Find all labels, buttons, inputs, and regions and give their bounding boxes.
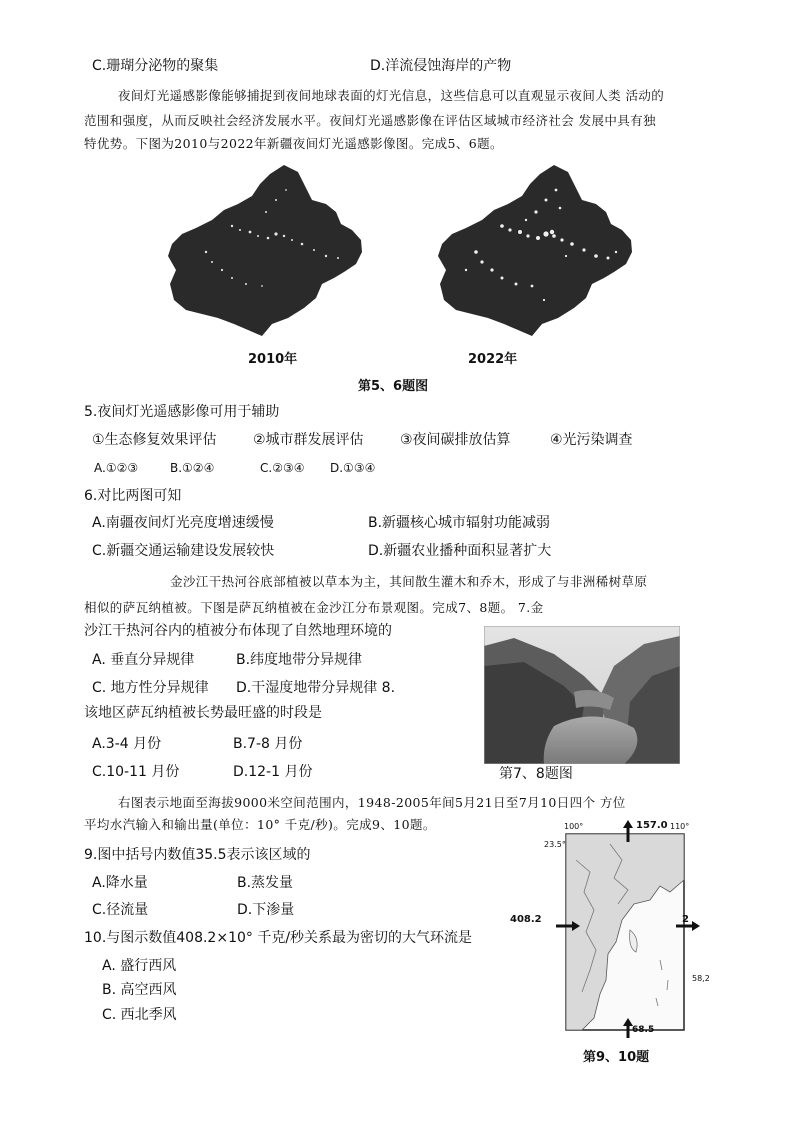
q7-option-a: A. 垂直分异规律: [92, 652, 195, 668]
q9-option-d: D.下渗量: [237, 902, 295, 918]
q10-stem: 10.与图示数值408.2×10° 千克/秒关系最为密切的大气环流是: [84, 930, 473, 946]
q7-option-b: B.纬度地带分异规律: [236, 652, 363, 668]
q10-option-c: C. 西北季风: [102, 1007, 177, 1023]
q5-item-2: ②城市群发展评估: [253, 432, 364, 448]
q5-item-1: ①生态修复效果评估: [92, 432, 217, 448]
jinsha-river-valley-photo: [484, 626, 680, 764]
q6-option-c: C.新疆交通运输建设发展较快: [92, 543, 275, 559]
south-flux-value: 68.5: [632, 1025, 655, 1035]
q5-option-c: C.②③④: [260, 461, 305, 475]
inside-value-label: 58,2: [692, 974, 710, 983]
q6-option-a: A.南疆夜间灯光亮度增速缓慢: [92, 515, 274, 531]
intro-5-6-line2: 范围和强度，从而反映社会经济发展水平。夜间灯光遥感影像在评估区域城市经济社会 发展中具有独: [84, 113, 656, 128]
intro-7-8-line3: 沙江干热河谷内的植被分布体现了自然地理环境的: [84, 623, 392, 639]
q5-item-4: ④光污染调查: [550, 432, 633, 448]
water-vapor-flux-map: [510, 820, 710, 1040]
intro-7-8-line2: 相似的萨瓦纳植被。下图是萨瓦纳植被在金沙江分布景观图。完成7、8题。 7.金: [84, 600, 544, 615]
intro-9-10-line2: 平均水汽输入和输出量(单位：10° 千克/秒)。完成9、10题。: [84, 817, 436, 832]
q9-option-b: B.蒸发量: [237, 875, 294, 891]
intro-9-10-line1: 右图表示地面至海拔9000米空间范围内，1948-2005年间5月21日至7月10日四个 方位: [118, 795, 626, 810]
q8-option-a: A.3-4 月份: [92, 736, 162, 752]
q7-option-d: D.干湿度地带分异规律 8.: [236, 680, 396, 696]
q10-option-b: B. 高空西风: [102, 982, 177, 998]
q6-stem: 6.对比两图可知: [84, 488, 182, 504]
q9-option-c: C.径流量: [92, 902, 149, 918]
xinjiang-night-light-map-2022: [436, 160, 636, 340]
west-flux-value: 408.2: [510, 914, 542, 925]
q4-option-d: D.洋流侵蚀海岸的产物: [370, 58, 512, 74]
q4-option-c: C.珊瑚分泌物的聚集: [92, 58, 219, 74]
lon-label-right: 110°: [670, 822, 690, 831]
north-flux-value: 157.0: [636, 820, 668, 831]
q6-option-b: B.新疆核心城市辐射功能减弱: [368, 515, 551, 531]
east-flux-value: 2: [682, 914, 689, 925]
figure-caption-9-10: 第9、10题: [583, 1050, 650, 1065]
q8-option-b: B.7-8 月份: [233, 736, 303, 752]
q5-stem: 5.夜间灯光遥感影像可用于辅助: [84, 404, 280, 420]
q9-stem: 9.图中括号内数值35.5表示该区域的: [84, 847, 311, 863]
q7-option-c: C. 地方性分异规律: [92, 680, 209, 696]
xinjiang-night-light-map-2010: [166, 160, 366, 340]
lat-label: 23.5°: [544, 840, 566, 849]
q8-option-c: C.10-11 月份: [92, 764, 180, 780]
q5-option-b: B.①②④: [170, 461, 215, 475]
q5-option-d: D.①③④: [330, 461, 376, 475]
q8-stem: 该地区萨瓦纳植被长势最旺盛的时段是: [84, 705, 322, 721]
q8-option-d: D.12-1 月份: [233, 764, 313, 780]
map-label-2022: 2022年: [468, 352, 518, 367]
q9-option-a: A.降水量: [92, 875, 148, 891]
lon-label-left: 100°: [564, 822, 584, 831]
q5-option-a: A.①②③: [94, 461, 139, 475]
q6-option-d: D.新疆农业播种面积显著扩大: [368, 543, 552, 559]
intro-5-6-line1: 夜间灯光遥感影像能够捕捉到夜间地球表面的灯光信息，这些信息可以直观显示夜间人类 活动的: [118, 88, 665, 103]
figure-caption-7-8: 第7、8题图: [499, 766, 573, 782]
q5-item-3: ③夜间碳排放估算: [400, 432, 511, 448]
intro-7-8-line1: 金沙江干热河谷底部植被以草本为主，其间散生灌木和乔木，形成了与非洲稀树草原: [170, 574, 648, 589]
map-label-2010: 2010年: [248, 352, 298, 367]
intro-5-6-line3: 特优势。下图为2010与2022年新疆夜间灯光遥感影像图。完成5、6题。: [84, 136, 503, 151]
q10-option-a: A. 盛行西风: [102, 958, 177, 974]
figure-caption-5-6: 第5、6题图: [358, 379, 429, 394]
